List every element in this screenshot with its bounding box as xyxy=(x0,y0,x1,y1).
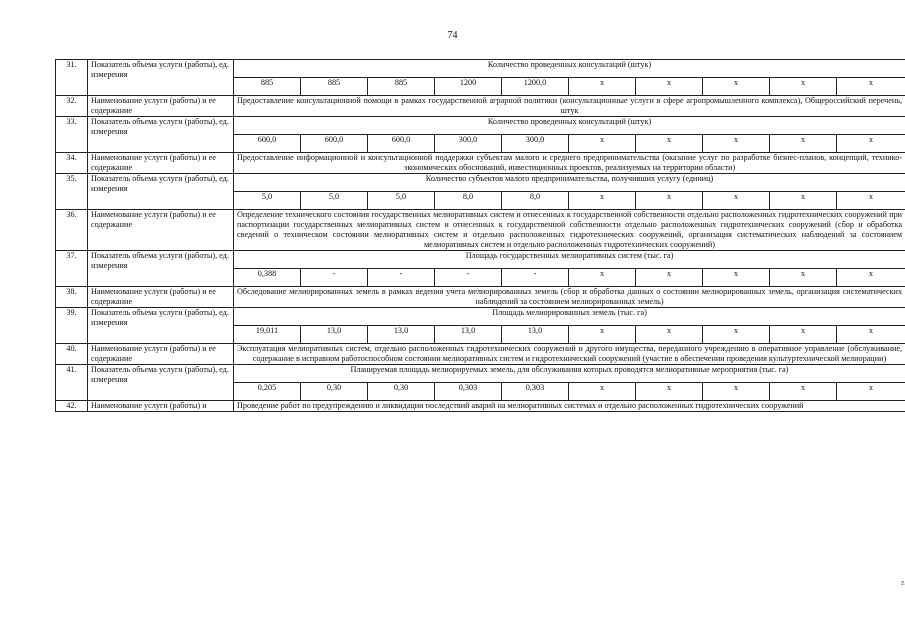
row-number: 37. xyxy=(56,251,88,287)
services-table xyxy=(55,59,905,412)
row-label: Наименование услуги (работы) и ее содержание xyxy=(88,153,234,174)
table-body xyxy=(56,60,905,412)
measure-unit: Количество проведенных консультаций (штук) xyxy=(234,60,905,78)
service-row xyxy=(56,344,905,365)
value-cell: 13,0 xyxy=(368,326,435,344)
value-cell: x xyxy=(837,383,905,401)
value-cell: x xyxy=(569,135,636,153)
value-cell: 19,011 xyxy=(234,326,301,344)
row-label: Показатель объема услуги (работы), ед. измерения xyxy=(88,60,234,96)
row-number: 33. xyxy=(56,117,88,153)
value-cell: 5,0 xyxy=(234,192,301,210)
value-cell: x xyxy=(770,78,837,96)
service-content: Предоставление информационной и консультационной поддержки субъектам малого и среднего предпринимательства (оказание услуг по разработке бизнес-планов, концепций, технико-экономических обоснований, инвестиционных проектов, реализуемых на территории области) xyxy=(234,153,905,174)
service-row xyxy=(56,287,905,308)
row-number: 36. xyxy=(56,210,88,251)
value-cell: x xyxy=(636,383,703,401)
margin-mark: z xyxy=(901,578,905,587)
value-cell: x xyxy=(569,326,636,344)
page-number: 74 xyxy=(447,30,458,41)
value-cell: 0,205 xyxy=(234,383,301,401)
value-cell: x xyxy=(837,269,905,287)
value-cell: x xyxy=(636,192,703,210)
row-number: 40. xyxy=(56,344,88,365)
value-cell: x xyxy=(703,383,770,401)
row-label: Показатель объема услуги (работы), ед. измерения xyxy=(88,308,234,344)
value-cell: 300,0 xyxy=(502,135,569,153)
row-label: Наименование услуги (работы) и ее содержание xyxy=(88,210,234,251)
row-label: Показатель объема услуги (работы), ед. измерения xyxy=(88,174,234,210)
service-row xyxy=(56,96,905,117)
value-cell: 885 xyxy=(368,78,435,96)
row-label: Показатель объема услуги (работы), ед. измерения xyxy=(88,117,234,153)
service-row xyxy=(56,210,905,251)
value-cell: x xyxy=(636,78,703,96)
value-cell: x xyxy=(837,78,905,96)
value-cell: x xyxy=(636,269,703,287)
value-cell: 300,0 xyxy=(435,135,502,153)
value-cell: 13,0 xyxy=(502,326,569,344)
value-cell: x xyxy=(837,192,905,210)
value-cell: 0,30 xyxy=(368,383,435,401)
value-cell: 1200,0 xyxy=(502,78,569,96)
row-number: 39. xyxy=(56,308,88,344)
value-cell: x xyxy=(770,135,837,153)
value-cell: x xyxy=(636,135,703,153)
row-number: 38. xyxy=(56,287,88,308)
row-number: 32. xyxy=(56,96,88,117)
value-cell: x xyxy=(703,192,770,210)
row-label: Показатель объема услуги (работы), ед. измерения xyxy=(88,251,234,287)
value-cell: x xyxy=(770,383,837,401)
row-number: 41. xyxy=(56,365,88,401)
value-cell: 5,0 xyxy=(368,192,435,210)
service-content: Предоставление консультационной помощи в рамках государственной аграрной политики (консультационные услуги в сфере агропромышленного комплекса), Общероссийский перечень, штук xyxy=(234,96,905,117)
value-cell: 13,0 xyxy=(301,326,368,344)
value-cell: x xyxy=(770,192,837,210)
value-cell: x xyxy=(703,135,770,153)
measure-row xyxy=(56,174,905,192)
row-label: Наименование услуги (работы) и ее содержание xyxy=(88,96,234,117)
value-cell: x xyxy=(703,78,770,96)
value-cell: x xyxy=(569,383,636,401)
value-cell: x xyxy=(770,269,837,287)
value-cell: x xyxy=(703,326,770,344)
value-cell: x xyxy=(837,135,905,153)
value-cell: x xyxy=(703,269,770,287)
row-number: 34. xyxy=(56,153,88,174)
value-cell: 8,0 xyxy=(502,192,569,210)
measure-row xyxy=(56,365,905,383)
value-cell: - xyxy=(435,269,502,287)
row-number: 31. xyxy=(56,60,88,96)
value-cell: x xyxy=(837,326,905,344)
row-number: 42. xyxy=(56,401,88,412)
measure-unit: Площадь мелиорированных земель (тыс. га) xyxy=(234,308,905,326)
value-cell: 0,303 xyxy=(435,383,502,401)
value-cell: x xyxy=(770,326,837,344)
row-label: Наименование услуги (работы) и ее содержание xyxy=(88,344,234,365)
value-cell: 600,0 xyxy=(368,135,435,153)
service-content: Определение технического состояния государственных мелиоративных систем и отнесенных к государственной собственности отдельно расположенных гидротехнических сооружений при паспортизации государственных мелиоративных систем и отнесенных к государственной собственности отдельно расположенных гидротехнических сооружений (сбор и обработка сведений о техническом состоянии мелиоративных систем и отдельно расположенных гидротехнических сооружений, организация систематических наблюдений за состоянием мелиоративных систем и отдельно расположенных гидротехнических сооружений) xyxy=(234,210,905,251)
value-cell: 600,0 xyxy=(301,135,368,153)
service-row xyxy=(56,153,905,174)
value-cell: 600,0 xyxy=(234,135,301,153)
value-cell: x xyxy=(569,78,636,96)
value-cell: 8,0 xyxy=(435,192,502,210)
value-cell: - xyxy=(502,269,569,287)
value-cell: 885 xyxy=(301,78,368,96)
measure-unit: Планируемая площадь мелиорируемых земель, для обслуживания которых проводятся мелиоративные мероприятия (тыс. га) xyxy=(234,365,905,383)
measure-unit: Количество проведенных консультаций (штук) xyxy=(234,117,905,135)
value-cell: 1200 xyxy=(435,78,502,96)
service-row xyxy=(56,401,905,412)
value-cell: 13,0 xyxy=(435,326,502,344)
value-cell: 0,30 xyxy=(301,383,368,401)
service-content: Эксплуатация мелиоративных систем, отдельно расположенных гидротехнических сооружений и другого имущества, переданного учреждению в оперативное управление (обслуживание, содержание в исправном работоспособном состоянии мелиоративных систем и гидротехнический сооружений (участие в обеспечении проведения культуртехнической мелиорации) xyxy=(234,344,905,365)
value-cell: - xyxy=(368,269,435,287)
measure-row xyxy=(56,117,905,135)
value-cell: 0,303 xyxy=(502,383,569,401)
value-cell: 885 xyxy=(234,78,301,96)
value-cell: 0,388 xyxy=(234,269,301,287)
measure-unit: Площадь государственных мелиоративных систем (тыс. га) xyxy=(234,251,905,269)
measure-row xyxy=(56,60,905,78)
value-cell: x xyxy=(636,326,703,344)
value-cell: - xyxy=(301,269,368,287)
value-cell: 5,0 xyxy=(301,192,368,210)
row-label: Наименование услуги (работы) и ее содержание xyxy=(88,287,234,308)
service-content: Проведение работ по предупреждению и ликвидации последствий аварий на мелиоративных системах и отдельно расположенных гидротехнических сооружений xyxy=(234,401,905,412)
measure-unit: Количество субъектов малого предпринимательства, получивших услугу (единиц) xyxy=(234,174,905,192)
measure-row xyxy=(56,308,905,326)
row-label: Показатель объема услуги (работы), ед. измерения xyxy=(88,365,234,401)
measure-row xyxy=(56,251,905,269)
service-content: Обследование мелиорированных земель в рамках ведения учета мелиорированных земель (сбор и обработка данных о состоянии мелиорированных земель, организация систематических наблюдений за состоянием мелиорированных земель) xyxy=(234,287,905,308)
row-label: Наименование услуги (работы) и xyxy=(88,401,234,412)
row-number: 35. xyxy=(56,174,88,210)
value-cell: x xyxy=(569,269,636,287)
value-cell: x xyxy=(569,192,636,210)
